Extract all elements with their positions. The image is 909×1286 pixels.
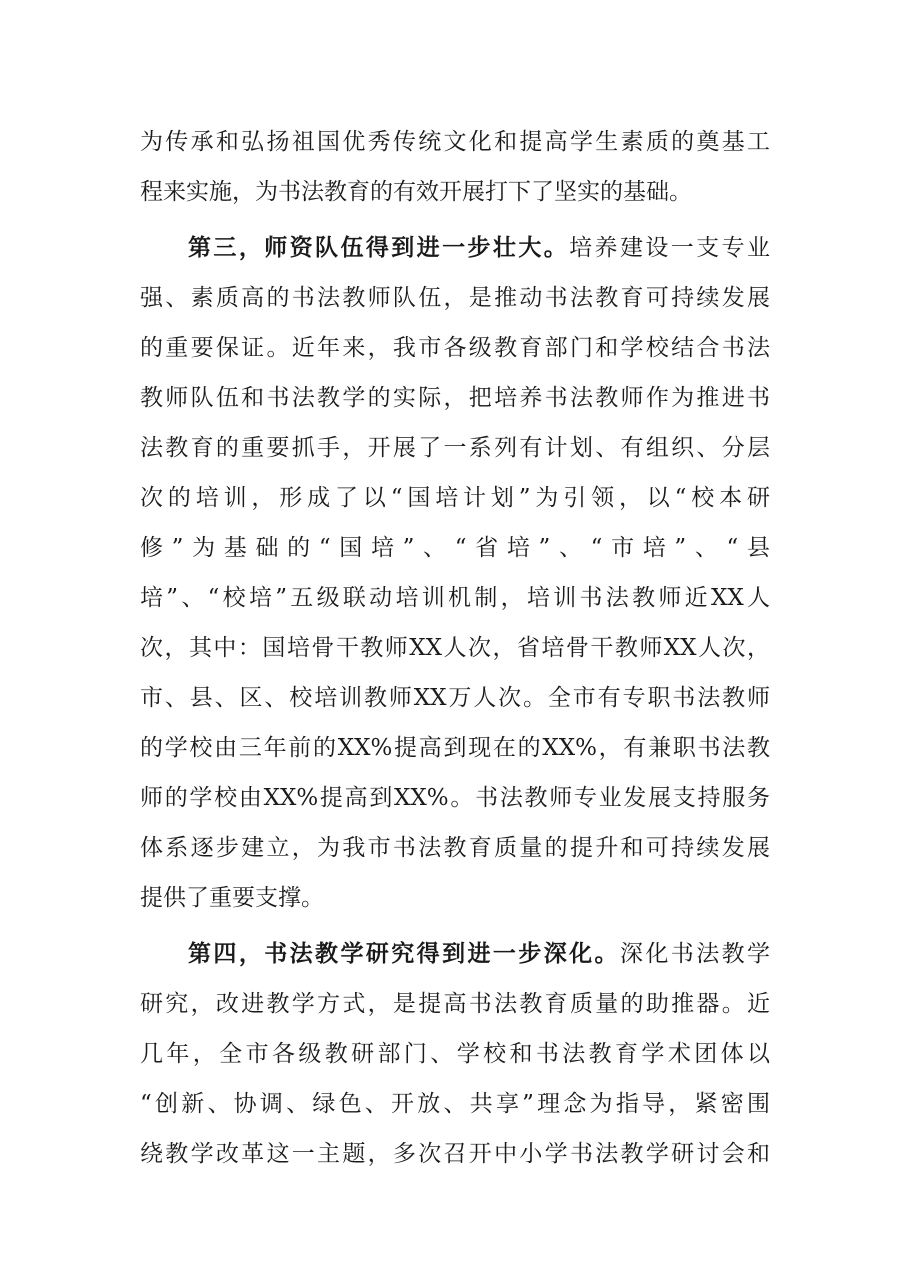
paragraph-2-line-11: 的学校由三年前的XX%提高到现在的XX%，有兼职书法教 xyxy=(140,735,770,761)
paragraph-2-line-13: 体系逐步建立，为我市书法教育质量的提升和可持续发展 xyxy=(140,835,770,861)
paragraph-2-line-2: 强、素质高的书法教师队伍，是推动书法教育可持续发展 xyxy=(140,285,770,311)
paragraph-3-line-5: 绕教学改革这一主题，多次召开中小学书法教学研讨会和 xyxy=(140,1141,770,1167)
paragraph-2-line-14: 提供了重要支撑。 xyxy=(140,885,324,911)
paragraph-3-line-4: “创新、协调、绿色、开放、共享”理念为指导，紧密围 xyxy=(140,1091,770,1117)
paragraph-2-heading: 第三，师资队伍得到进一步壮大。 xyxy=(188,234,570,261)
paragraph-1-line-2: 程来实施，为书法教育的有效开展打下了坚实的基础。 xyxy=(140,179,692,205)
paragraph-2-line-12: 师的学校由XX%提高到XX%。书法教师专业发展支持服务 xyxy=(140,785,770,811)
paragraph-2-line-1 xyxy=(188,233,770,263)
paragraph-2-line-6: 次的培训，形成了以“国培计划”为引领，以“校本研 xyxy=(140,485,770,511)
paragraph-2-line-4: 教师队伍和书法教学的实际，把培养书法教师作为推进书 xyxy=(140,385,770,411)
paragraph-1-line-1: 为传承和弘扬祖国优秀传统文化和提高学生素质的奠基工 xyxy=(140,129,770,155)
paragraph-3-line-1 xyxy=(188,939,770,969)
paragraph-2-line-8: 培”、“校培”五级联动培训机制，培训书法教师近XX人 xyxy=(140,585,770,611)
paragraph-2-line-7: 修”为基础的“国培”、“省培”、“市培”、“县 xyxy=(140,535,770,561)
paragraph-2-line-9: 次，其中：国培骨干教师XX人次，省培骨干教师XX人次， xyxy=(140,635,770,661)
paragraph-3-first-line-rest: 深化书法教学 xyxy=(619,941,771,967)
paragraph-2-line-10: 市、县、区、校培训教师XX万人次。全市有专职书法教师 xyxy=(140,685,770,711)
paragraph-3-line-2: 研究，改进教学方式，是提高书法教育质量的助推器。近 xyxy=(140,991,770,1017)
paragraph-2-first-line-rest: 培养建设一支专业 xyxy=(569,235,771,261)
paragraph-3-line-3: 几年，全市各级教研部门、学校和书法教育学术团体以 xyxy=(140,1041,770,1067)
paragraph-2-line-3: 的重要保证。近年来，我市各级教育部门和学校结合书法 xyxy=(140,335,770,361)
paragraph-2-line-5: 法教育的重要抓手，开展了一系列有计划、有组织、分层 xyxy=(140,435,770,461)
paragraph-3-heading: 第四，书法教学研究得到进一步深化。 xyxy=(188,940,620,967)
